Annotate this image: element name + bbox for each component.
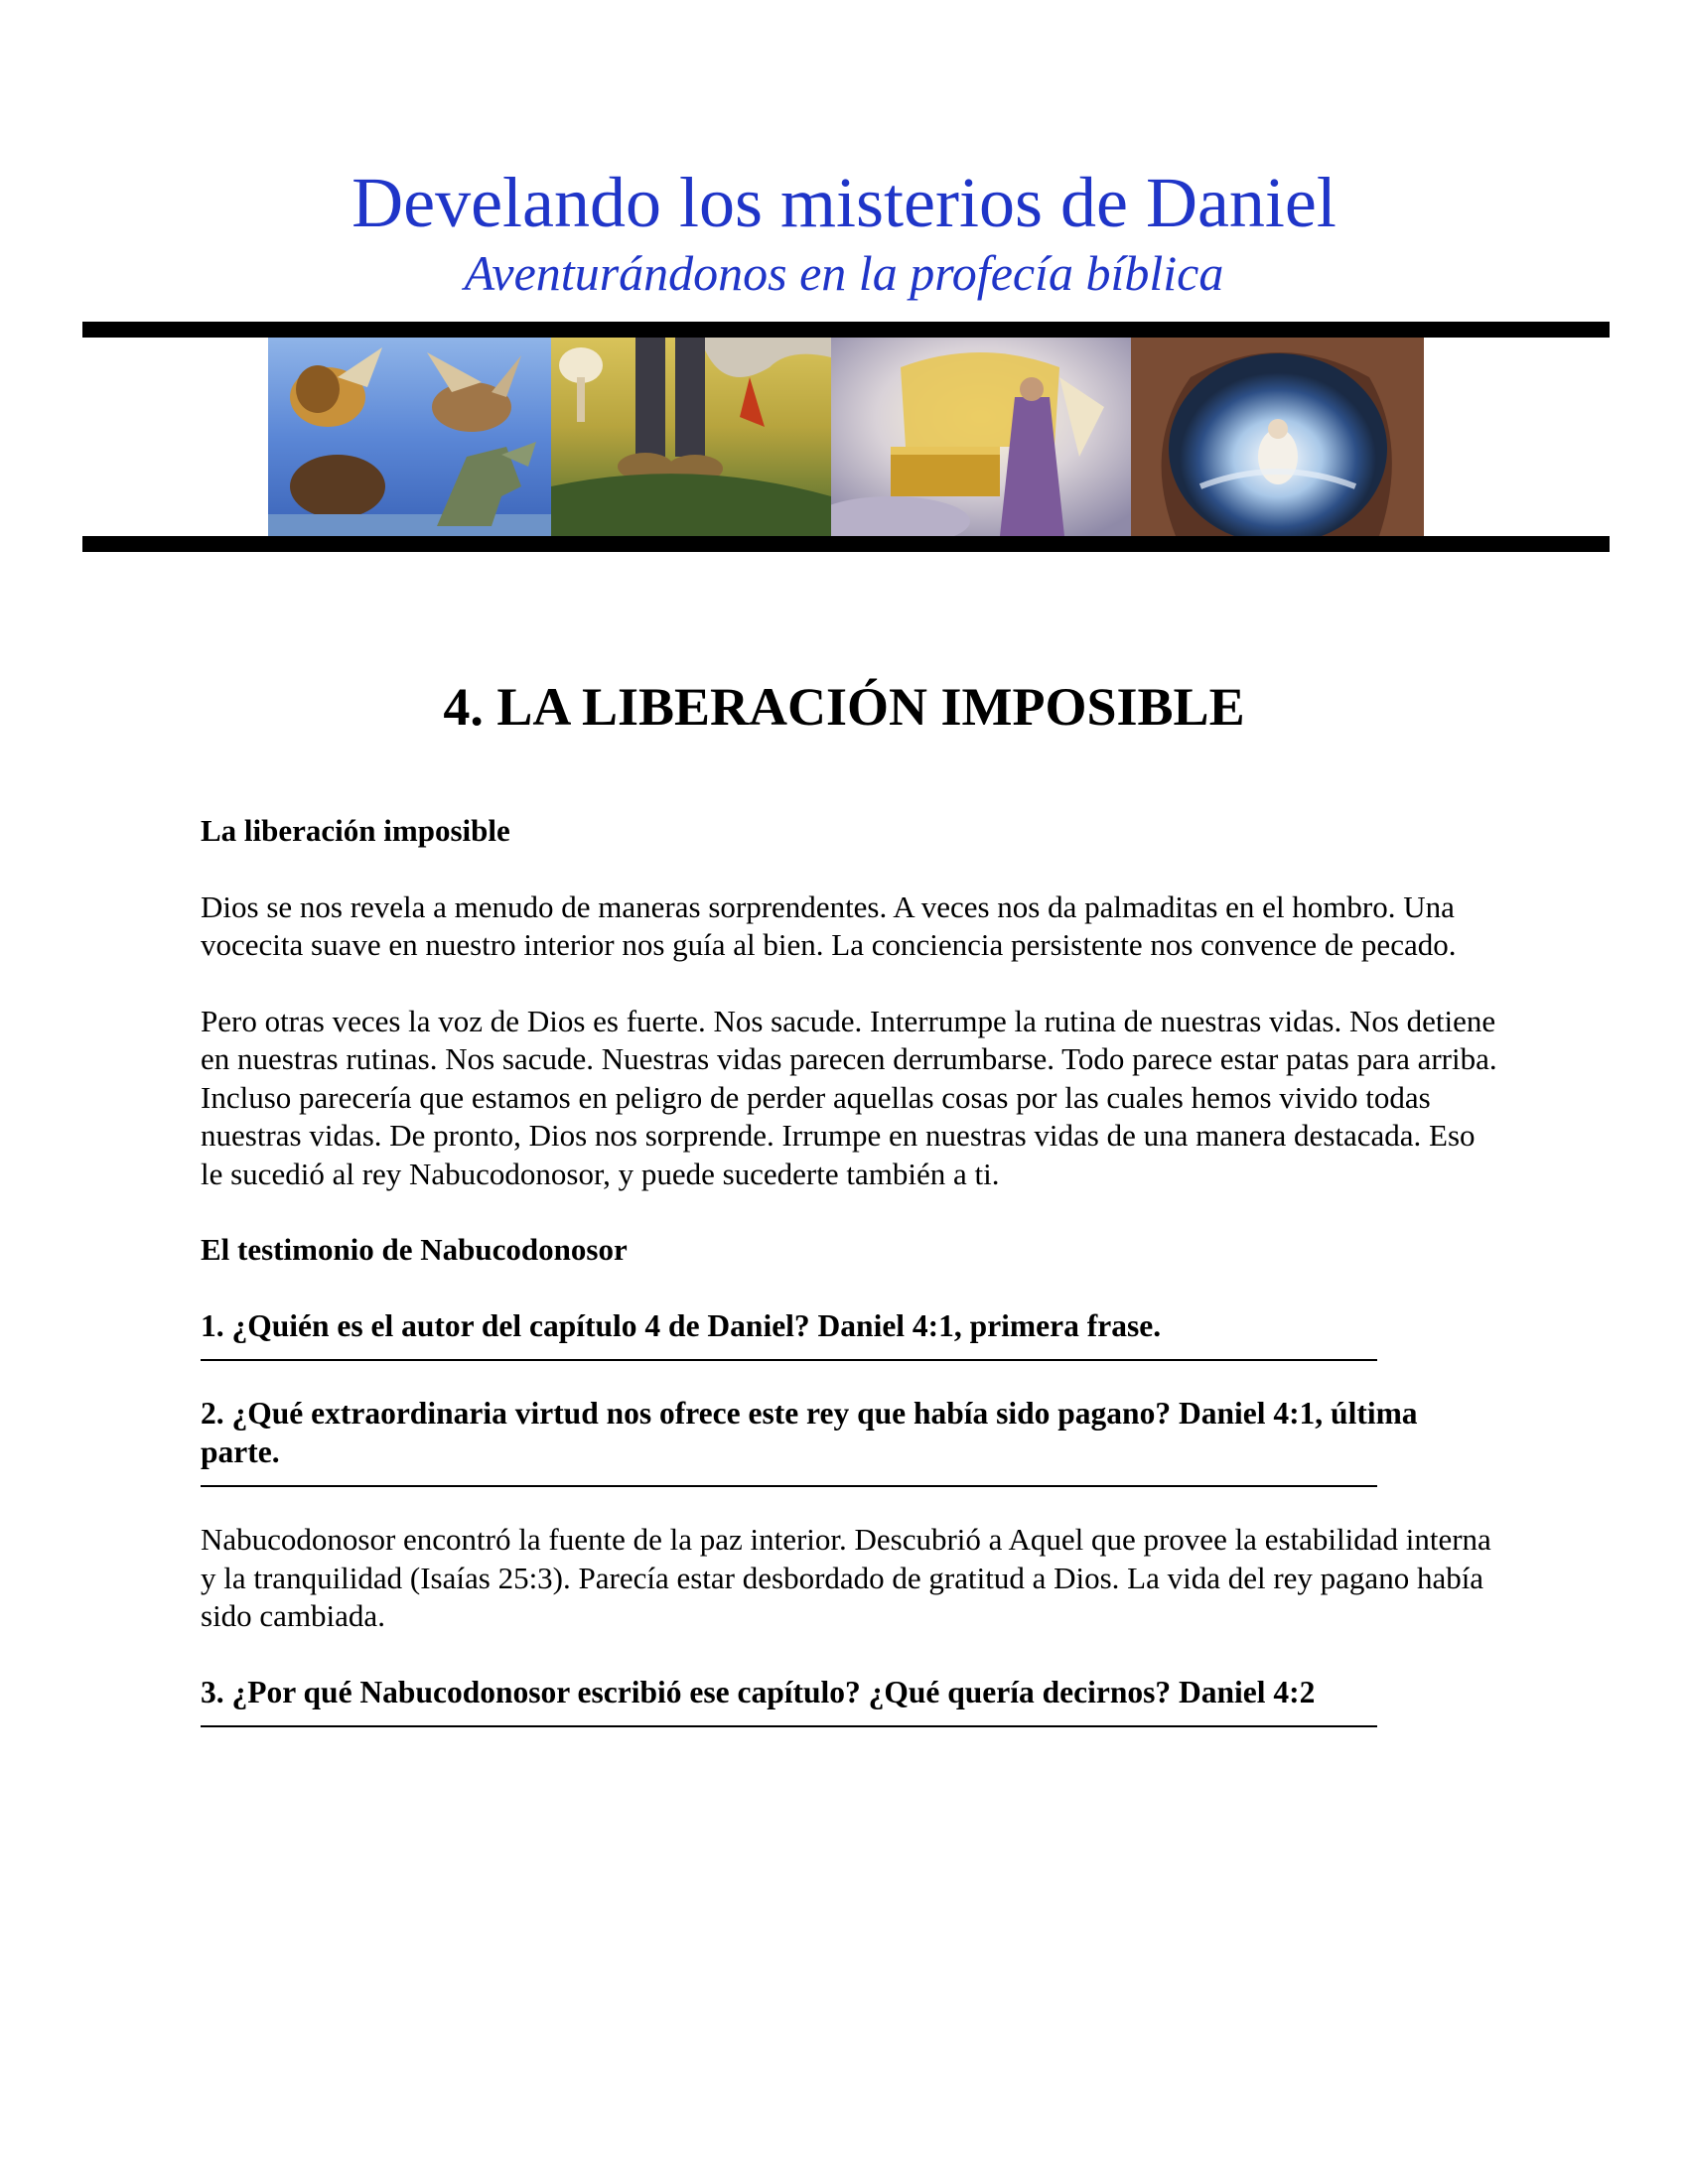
intro-paragraph-1: Dios se nos revela a menudo de maneras sorprendentes. A veces nos da palmaditas en el hombro. Una vocecita suave en nuestro interior nos guía al bien. La conciencia persistente nos convence de pecado.	[201, 888, 1457, 962]
question-1: 1. ¿Quién es el autor del capítulo 4 de Daniel? Daniel 4:1, primera frase.	[201, 1307, 1162, 1343]
document-title: Develando los misterios de Daniel	[352, 163, 1336, 242]
banner-bottom-rule	[82, 536, 1610, 552]
intro-paragraph-2: Pero otras veces la voz de Dios es fuerte. Nos sacude. Interrumpe la rutina de nuestras vidas. Nos detiene en nuestras rutinas. Nos sacude. Nuestras vidas parecen derrumbarse. Todo parece estar patas para arriba. Incluso parecería que estamos en peligro de perder aquellas cosas por las cuales hemos vivido todas nuestras vidas. De pronto, Dios nos sorprende. Irrumpe en nuestras vidas de una manera destacada. Eso le sucedió al rey Nabucodonosor, y puede sucederte también a ti.	[201, 1003, 1497, 1191]
lesson-content	[201, 812, 1501, 1727]
header-banner	[268, 338, 1424, 536]
banner-top-rule	[82, 322, 1610, 338]
body-paragraph-3: Nabucodonosor encontró la fuente de la paz interior. Descubrió a Aquel que provee la estabilidad interna y la tranquilidad (Isaías 25:3). Parecía estar desbordado de gratitud a Dios. La vida del rey pagano había sido cambiada.	[201, 1522, 1491, 1633]
answer-line-3[interactable]	[201, 1725, 1377, 1727]
statue-feet-image	[551, 338, 831, 536]
section-heading-liberacion: La liberación imposible	[201, 813, 510, 848]
second-coming-image	[1131, 338, 1424, 536]
sanctuary-priest-image	[831, 338, 1131, 536]
prophetic-beasts-image	[268, 338, 551, 536]
chapter-title: 4. LA LIBERACIÓN IMPOSIBLE	[443, 677, 1245, 737]
document-subtitle: Aventurándonos en la profecía bíblica	[464, 245, 1224, 301]
section-heading-testimonio: El testimonio de Nabucodonosor	[201, 1232, 628, 1267]
question-3: 3. ¿Por qué Nabucodonosor escribió ese capítulo? ¿Qué quería decirnos? Daniel 4:2	[201, 1674, 1316, 1709]
question-2: 2. ¿Qué extraordinaria virtud nos ofrece este rey que había sido pagano? Daniel 4:1, última parte.	[201, 1396, 1418, 1469]
